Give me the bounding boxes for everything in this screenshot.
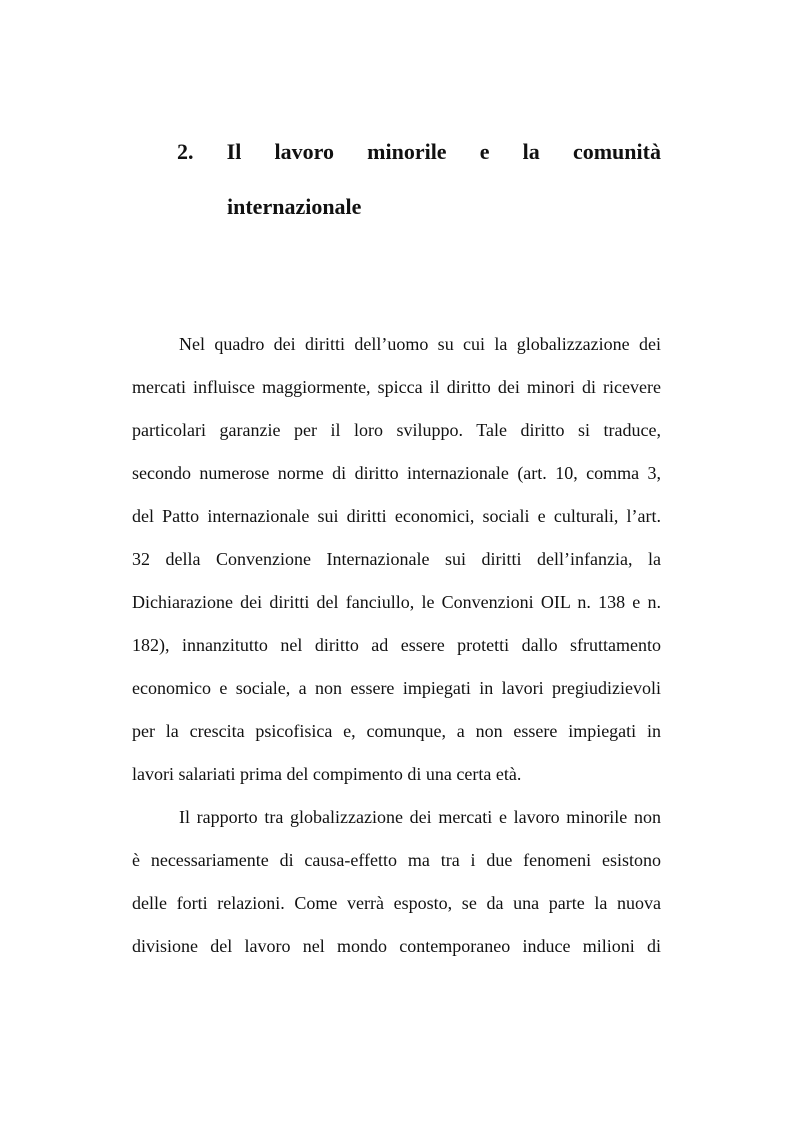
heading-word: e (479, 139, 490, 164)
text-line: Il rapporto tra globalizzazione dei mercati e lavoro minorile non (179, 807, 661, 827)
text-line: lavori salariati prima del compimento di una certa età. (132, 764, 522, 784)
heading-word: la (522, 139, 540, 164)
heading-word: Il (226, 139, 242, 164)
heading-word: minorile (367, 139, 447, 164)
text-line: mercati influisce maggiormente, spicca il diritto dei minori di ricevere (132, 377, 661, 397)
text-line: del Patto internazionale sui diritti economici, sociali e culturali, l’art. (132, 506, 661, 526)
text-line: particolari garanzie per il loro sviluppo. Tale diritto si traduce, (132, 420, 661, 440)
section-number: 2. (177, 139, 194, 164)
text-line: 182), innanzitutto nel diritto ad essere protetti dallo sfruttamento (132, 635, 661, 655)
heading-word: lavoro (274, 139, 334, 164)
text-line: 32 della Convenzione Internazionale sui diritti dell’infanzia, la (132, 549, 661, 569)
text-line: Nel quadro dei diritti dell’uomo su cui la globalizzazione dei (179, 334, 661, 354)
text-line: economico e sociale, a non essere impiegati in lavori pregiudizievoli (132, 678, 661, 698)
text-line: delle forti relazioni. Come verrà esposto, se da una parte la nuova (132, 893, 661, 913)
text-line: divisione del lavoro nel mondo contemporaneo induce milioni di (132, 936, 661, 956)
section-heading (177, 138, 661, 166)
text-line: per la crescita psicofisica e, comunque, a non essere impiegati in (132, 721, 661, 741)
section-heading-continuation: internazionale (227, 194, 362, 219)
text-line: è necessariamente di causa-effetto ma tra i due fenomeni esistono (132, 850, 661, 870)
text-line: Dichiarazione dei diritti del fanciullo, le Convenzioni OIL n. 138 e n. (132, 592, 661, 612)
heading-word: comunità (572, 139, 661, 164)
text-line: secondo numerose norme di diritto internazionale (art. 10, comma 3, (132, 463, 661, 483)
